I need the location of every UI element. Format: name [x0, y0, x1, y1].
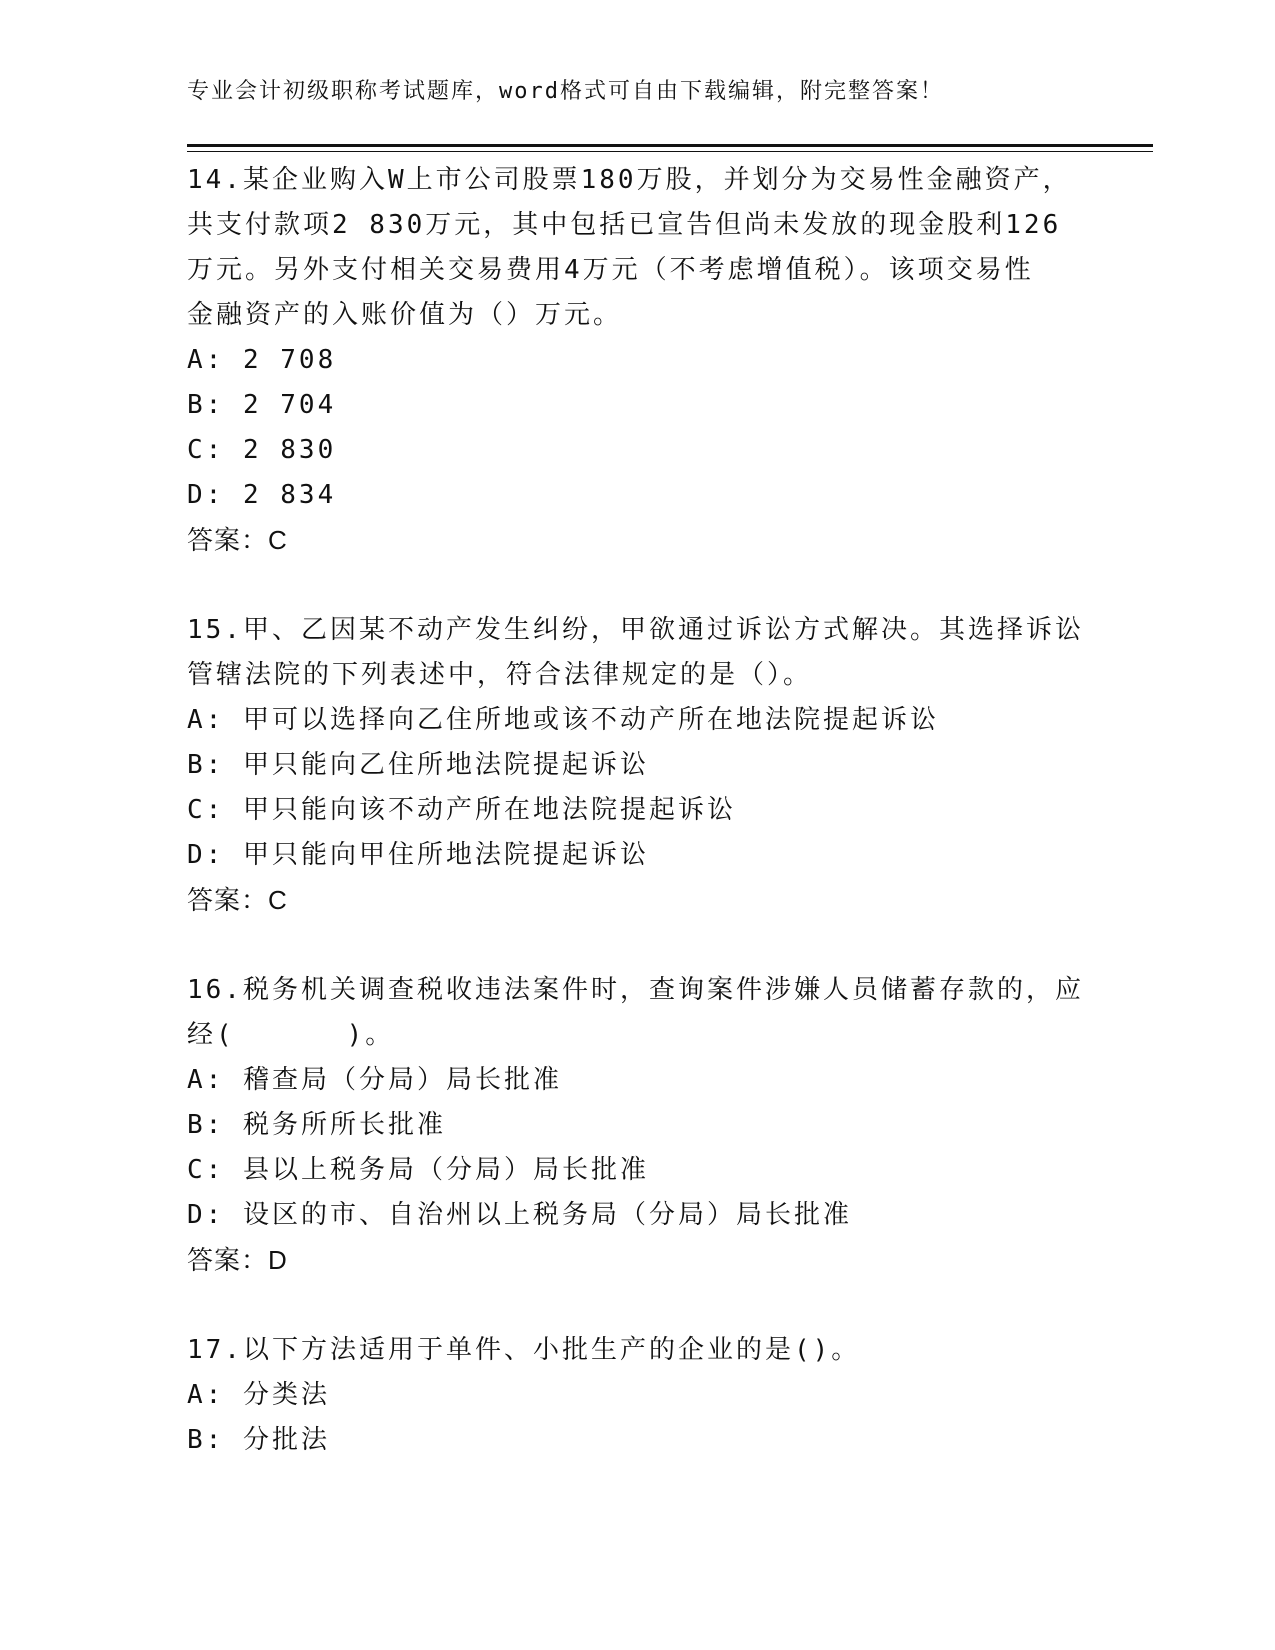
- option-b: B: 甲只能向乙住所地法院提起诉讼: [187, 750, 649, 780]
- question-14: [187, 158, 1087, 563]
- option-b: B: 分批法: [187, 1425, 330, 1455]
- option-c: C: 2 830: [187, 435, 337, 465]
- answer: 答案：D: [187, 1245, 288, 1275]
- question-text-line: 金融资产的入账价值为（）万元。: [187, 300, 623, 330]
- option-a: A: 分类法: [187, 1380, 330, 1410]
- question-text-line: 16.税务机关调查税收违法案件时，查询案件涉嫌人员储蓄存款的，应: [187, 975, 1084, 1005]
- spacer: [187, 1283, 1087, 1328]
- header-rule-thick: [187, 144, 1153, 147]
- option-d: D: 2 834: [187, 480, 337, 510]
- question-text-line: 共支付款项2 830万元，其中包括已宣告但尚未发放的现金股利126: [187, 210, 1062, 240]
- option-b: B: 2 704: [187, 390, 337, 420]
- spacer: [187, 563, 1087, 608]
- question-text-line: 管辖法院的下列表述中，符合法律规定的是（）。: [187, 660, 813, 690]
- header-note: 专业会计初级职称考试题库，word格式可自由下载编辑，附完整答案！: [187, 79, 944, 104]
- option-d: D: 设区的市、自治州以上税务局（分局）局长批准: [187, 1200, 852, 1230]
- question-text-line: 经( )。: [187, 1020, 395, 1050]
- option-a: A: 甲可以选择向乙住所地或该不动产所在地法院提起诉讼: [187, 705, 939, 735]
- header-rule-thin: [187, 151, 1153, 152]
- option-a: A: 稽查局（分局）局长批准: [187, 1065, 562, 1095]
- option-c: C: 县以上税务局（分局）局长批准: [187, 1155, 649, 1185]
- option-c: C: 甲只能向该不动产所在地法院提起诉讼: [187, 795, 736, 825]
- question-text-line: 万元。另外支付相关交易费用4万元（不考虑增值税）。该项交易性: [187, 255, 1034, 285]
- question-text-line: 17.以下方法适用于单件、小批生产的企业的是()。: [187, 1335, 861, 1365]
- option-d: D: 甲只能向甲住所地法院提起诉讼: [187, 840, 649, 870]
- option-b: B: 税务所所长批准: [187, 1110, 446, 1140]
- question-text-line: 14.某企业购入W上市公司股票180万股，并划分为交易性金融资产，: [187, 165, 1072, 195]
- question-text-line: 15.甲、乙因某不动产发生纠纷，甲欲通过诉讼方式解决。其选择诉讼: [187, 615, 1084, 645]
- question-17: [187, 1328, 1087, 1463]
- answer: 答案：C: [187, 885, 288, 915]
- answer: 答案：C: [187, 525, 288, 555]
- option-a: A: 2 708: [187, 345, 337, 375]
- question-16: [187, 968, 1087, 1283]
- spacer: [187, 923, 1087, 968]
- question-15: [187, 608, 1087, 923]
- question-list: [187, 158, 1087, 1463]
